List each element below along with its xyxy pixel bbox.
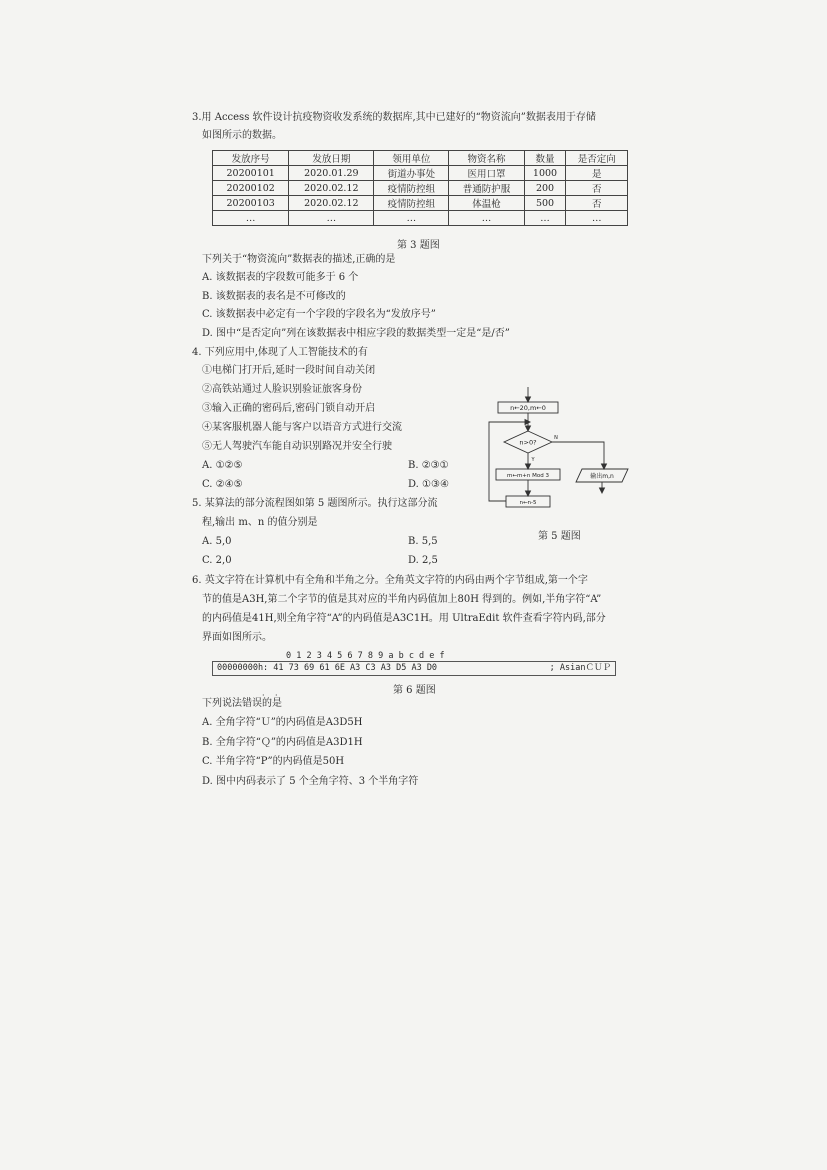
q4-item-1: ①电梯门打开后,延时一段时间自动关闭: [202, 365, 376, 376]
q5-stem-line1: 5. 某算法的部分流程图如第 5 题图所示。执行这部分流: [192, 498, 438, 509]
q3-option-c: C. 该数据表中必定有一个字段的字段名为“发放序号”: [202, 309, 436, 320]
q5-option-a: A. 5,0: [202, 536, 232, 547]
table-cell: 普通防护服: [449, 181, 524, 196]
arrow-head-icon: [526, 426, 531, 431]
flow-cond-text: n>0?: [519, 438, 537, 447]
q4-item-5: ⑤无人驾驶汽车能自动识别路况并安全行驶: [202, 441, 392, 452]
hex-row: [212, 662, 616, 676]
q4-item-3: ③输入正确的密码后,密码门锁自动开启: [202, 403, 376, 414]
table-cell: 2020.01.29: [289, 166, 374, 181]
table-cell: 是: [566, 166, 628, 181]
q5-option-c: C. 2,0: [202, 555, 232, 566]
arrow-head-icon: [526, 491, 531, 496]
flow-arrow-no: [552, 442, 604, 467]
table-cell: …: [289, 211, 374, 226]
flow-output-text: 输出m,n: [590, 473, 614, 480]
q4-item-4: ④某客服机器人能与客户以语音方式进行交流: [202, 422, 402, 433]
q6-prompt: 下列说法错误的是: [202, 698, 282, 709]
table-cell: 20200102: [213, 181, 289, 196]
table-row: [213, 196, 628, 211]
q3-caption: 第 3 题图: [397, 240, 440, 251]
flow-yes-label: Y: [531, 457, 535, 463]
arrow-head-icon: [602, 464, 607, 469]
q3-option-a: A. 该数据表的字段数可能多于 6 个: [202, 272, 359, 283]
q3-data-table: [212, 150, 628, 226]
table-cell: 500: [524, 196, 566, 211]
table-cell: 200: [524, 181, 566, 196]
table-header: 发放日期: [289, 151, 374, 166]
hex-bytes: 00000000h: 41 73 69 61 6E A3 C3 A3 D5 A3 D0: [217, 663, 438, 673]
table-header-row: [213, 151, 628, 166]
table-header: 数量: [524, 151, 566, 166]
q3-option-d: D. 图中“是否定向”列在该数据表中相应字段的数据类型一定是“是/否”: [202, 328, 510, 339]
table-cell: …: [566, 211, 628, 226]
q5-caption: 第 5 题图: [538, 531, 581, 542]
q3-stem-line1: 3.用 Access 软件设计抗疫物资收发系统的数据库,其中已建好的“物资流向”数据表用于存储: [192, 112, 596, 123]
table-cell: 体温枪: [449, 196, 524, 211]
table-cell: 疫情防控组: [374, 181, 449, 196]
table-cell: 1000: [524, 166, 566, 181]
table-cell: 街道办事处: [374, 166, 449, 181]
q6-stem-line2: 节的值是A3H,第二个字节的值是其对应的半角内码值加上80H 得到的。例如,半角字符“A”: [202, 594, 602, 605]
arrow-head-icon: [526, 464, 531, 469]
table-cell: …: [213, 211, 289, 226]
table-header: 领用单位: [374, 151, 449, 166]
q3-prompt: 下列关于“物资流向”数据表的描述,正确的是: [202, 254, 396, 265]
flow-no-label: N: [554, 435, 558, 441]
emphasis-dot-icon: ·: [262, 691, 265, 700]
emphasis-dot-icon: ·: [275, 691, 278, 700]
table-cell: 2020.02.12: [289, 181, 374, 196]
q6-stem-line3: 的内码值是41H,则全角字符“A”的内码值是A3C1H。用 UltraEdit 软件查看字符内码,部分: [202, 613, 606, 624]
table-cell: 否: [566, 196, 628, 211]
hex-ascii: ; AsianＣＵＰ: [549, 663, 611, 673]
q5-option-b: B. 5,5: [408, 536, 438, 547]
q3-option-b: B. 该数据表的表名是不可修改的: [202, 291, 346, 302]
q5-flowchart: [486, 387, 636, 522]
table-row: [213, 211, 628, 226]
q6-stem-line4: 界面如图所示。: [202, 632, 272, 643]
table-cell: 医用口罩: [449, 166, 524, 181]
q6-option-d: D. 图中内码表示了 5 个全角字符、3 个半角字符: [202, 776, 419, 787]
q4-option-d: D. ①③④: [408, 479, 449, 490]
table-cell: …: [524, 211, 566, 226]
flow-step1-text: m←m+n Mod 3: [506, 473, 550, 479]
q4-option-a: A. ①②⑤: [202, 460, 243, 471]
table-cell: 2020.02.12: [289, 196, 374, 211]
flow-step2-text: n←n-5: [519, 500, 537, 506]
q4-option-c: C. ②④⑤: [202, 479, 243, 490]
q6-caption: 第 6 题图: [393, 685, 436, 696]
table-header: 发放序号: [213, 151, 289, 166]
q4-item-2: ②高铁站通过人脸识别验证旅客身份: [202, 384, 362, 395]
table-cell: 20200103: [213, 196, 289, 211]
q4-option-b: B. ②③①: [408, 460, 449, 471]
flow-init-text: n←20,m←0: [510, 404, 546, 412]
arrow-head-icon: [600, 488, 605, 493]
table-cell: …: [449, 211, 524, 226]
table-cell: 疫情防控组: [374, 196, 449, 211]
q5-option-d: D. 2,5: [408, 555, 438, 566]
q6-hex-viewer: [212, 651, 616, 676]
hex-ruler: 0 1 2 3 4 5 6 7 8 9 a b c d e f: [212, 651, 616, 662]
q6-stem-line1: 6. 英文字符在计算机中有全角和半角之分。全角英文字符的内码由两个字节组成,第一个字: [192, 575, 588, 586]
table-cell: …: [374, 211, 449, 226]
table-row: [213, 181, 628, 196]
q3-stem-line2: 如图所示的数据。: [202, 130, 282, 141]
q6-option-a: A. 全角字符“Ｕ”的内码值是A3D5H: [202, 717, 363, 728]
arrow-head-icon: [525, 420, 530, 425]
table-header: 物资名称: [449, 151, 524, 166]
table-cell: 20200101: [213, 166, 289, 181]
table-row: [213, 166, 628, 181]
table-header: 是否定向: [566, 151, 628, 166]
q4-stem: 4. 下列应用中,体现了人工智能技术的有: [192, 347, 368, 358]
q6-option-b: B. 全角字符“Ｑ”的内码值是A3D1H: [202, 737, 363, 748]
q5-stem-line2: 程,输出 m、n 的值分别是: [202, 517, 318, 528]
arrow-head-icon: [526, 397, 531, 402]
table-cell: 否: [566, 181, 628, 196]
q6-option-c: C. 半角字符“P”的内码值是50H: [202, 756, 345, 767]
